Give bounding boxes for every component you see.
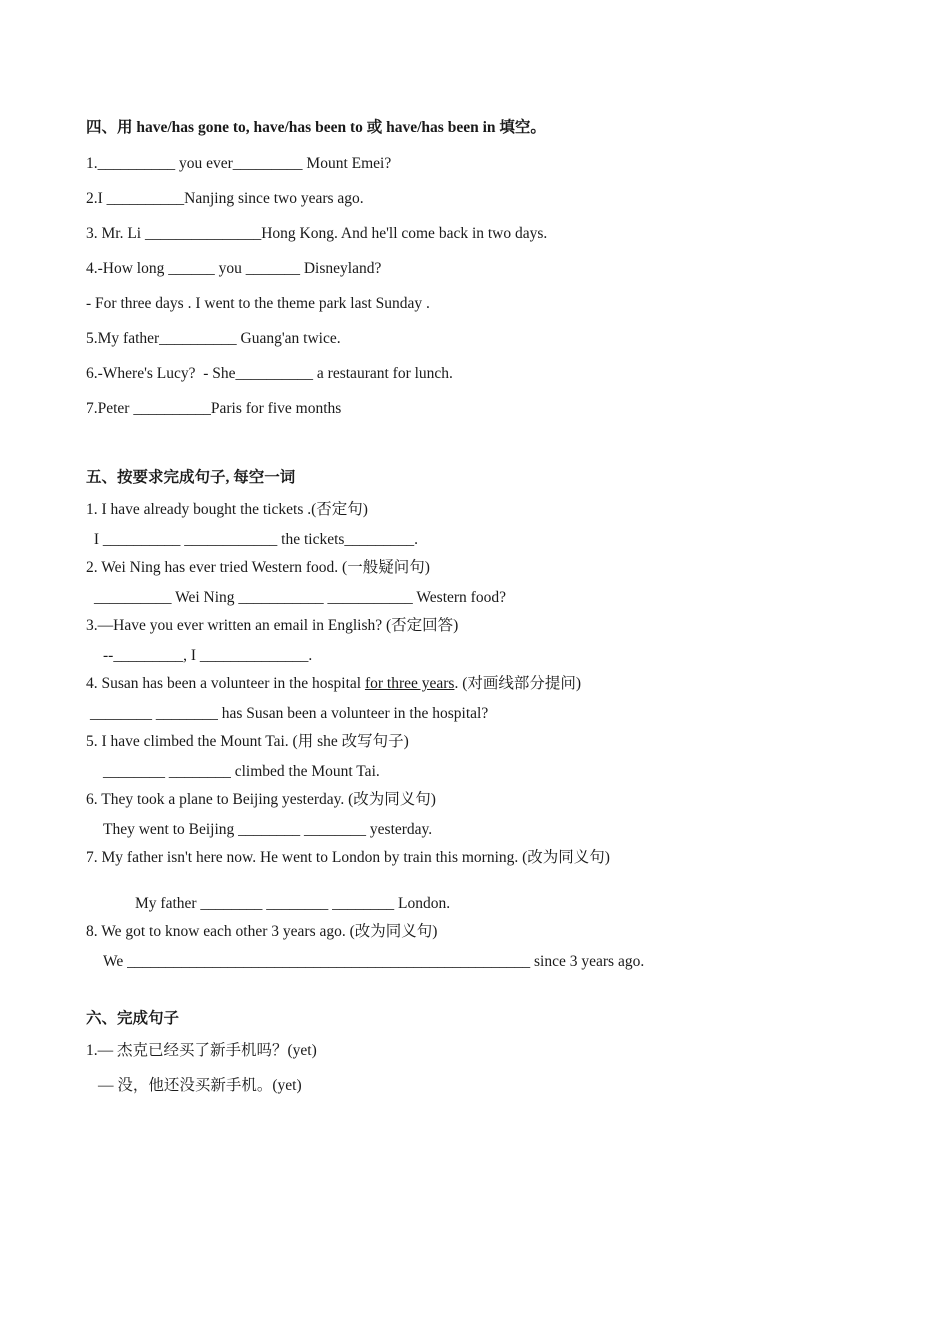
section-5-q2: 2. Wei Ning has ever tried Western food. (一般疑问句) bbox=[86, 559, 430, 576]
section-4-item-4-answer: - For three days . I went to the theme park last Sunday . bbox=[86, 295, 430, 312]
section-5-q7-answer: My father ________ ________ ________ London. bbox=[135, 895, 451, 912]
section-5-q8: 8. We got to know each other 3 years ago. (改为同义句) bbox=[86, 923, 438, 940]
section-5-q1-answer: I __________ ____________ the tickets_________. bbox=[90, 531, 419, 548]
section-5-q7: 7. My father isn't here now. He went to London by train this morning. (改为同义句) bbox=[86, 849, 610, 866]
section-4-item-1: 1.__________ you ever_________ Mount Emei? bbox=[86, 155, 392, 172]
section-4-item-3: 3. Mr. Li _______________Hong Kong. And he'll come back in two days. bbox=[86, 225, 548, 242]
section-5-q4-underlined: for three years bbox=[364, 675, 455, 692]
section-5-q3-answer: --_________, I ______________. bbox=[103, 647, 313, 664]
section-4-item-6: 6.-Where's Lucy? - She__________ a restaurant for lunch. bbox=[86, 365, 453, 382]
section-5-q4-post: . (对画线部分提问) bbox=[454, 675, 582, 692]
section-5-q8-answer: We ____________________________________________________ since 3 years ago. bbox=[103, 953, 645, 970]
section-4-item-7: 7.Peter __________Paris for five months bbox=[86, 400, 342, 417]
section-4-title: 四、用 have/has gone to, have/has been to 或 have/has been in 填空。 bbox=[86, 119, 546, 136]
section-5-q4-answer: ________ ________ has Susan been a volunteer in the hospital? bbox=[90, 705, 489, 722]
section-5-title: 五、按要求完成句子, 每空一词 bbox=[86, 469, 296, 486]
section-4-item-5: 5.My father__________ Guang'an twice. bbox=[86, 330, 341, 347]
section-5-q4 bbox=[86, 674, 581, 694]
section-5-q5: 5. I have climbed the Mount Tai. (用 she 改写句子) bbox=[86, 733, 409, 750]
section-6-q1: 1.— 杰克已经买了新手机吗？(yet) bbox=[86, 1042, 317, 1059]
section-5-q3: 3.—Have you ever written an email in English? (否定回答) bbox=[86, 617, 459, 634]
section-5-q4-pre: 4. Susan has been a volunteer in the hospital bbox=[86, 675, 365, 692]
section-5-q1: 1. I have already bought the tickets .(否定句) bbox=[86, 501, 368, 518]
section-5-q5-answer: ________ ________ climbed the Mount Tai. bbox=[103, 763, 380, 780]
section-5-q6-answer: They went to Beijing ________ ________ yesterday. bbox=[103, 821, 433, 838]
section-6-title: 六、完成句子 bbox=[86, 1010, 180, 1027]
section-5-q2-answer: __________ Wei Ning ___________ ___________ Western food? bbox=[94, 589, 506, 606]
section-5-q6: 6. They took a plane to Beijing yesterday. (改为同义句) bbox=[86, 791, 436, 808]
section-4-item-2: 2.I __________Nanjing since two years ago. bbox=[86, 190, 364, 207]
section-4-item-4: 4.-How long ______ you _______ Disneyland? bbox=[86, 260, 382, 277]
section-6-q1-answer: — 没，他还没买新手机。(yet) bbox=[98, 1077, 302, 1094]
